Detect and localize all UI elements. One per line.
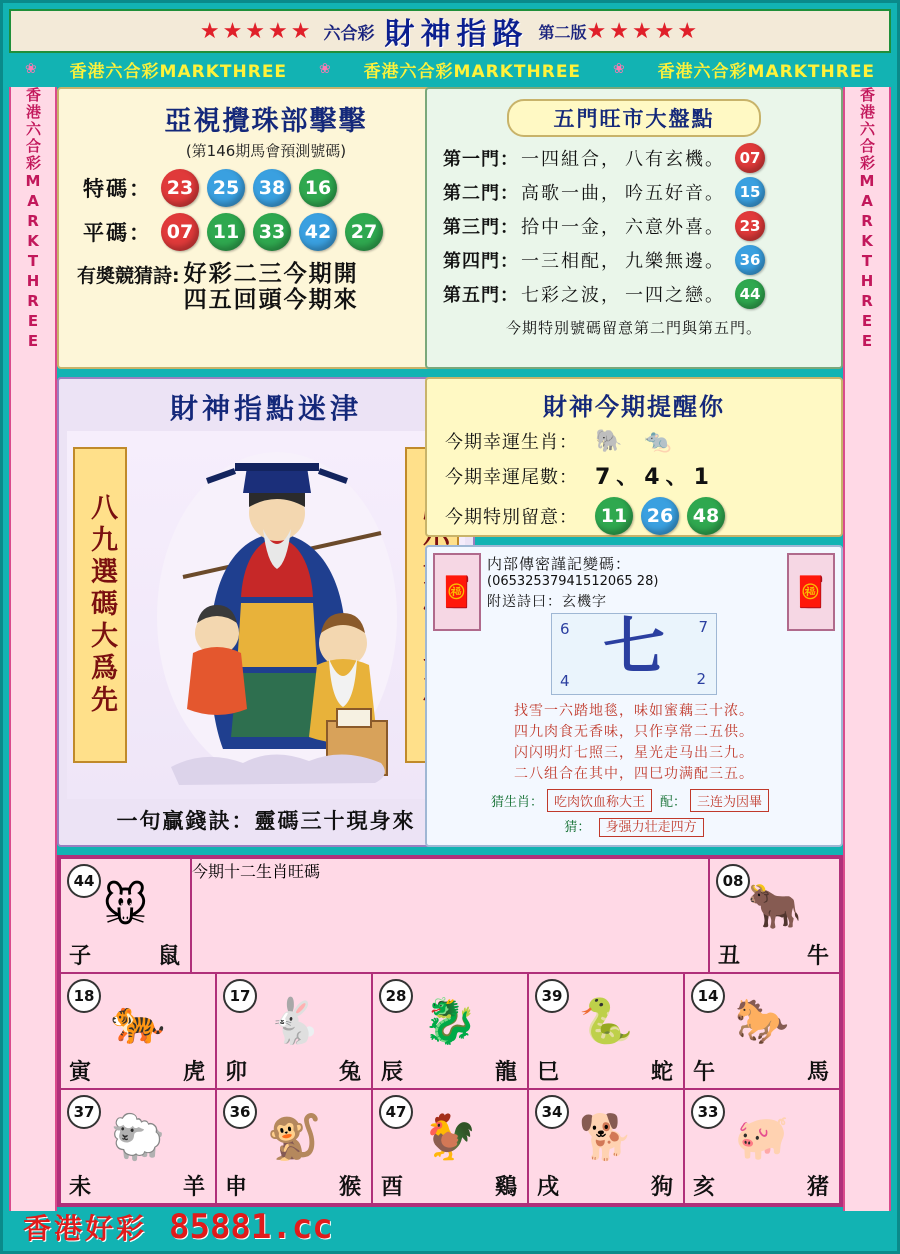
- side-band-right: [843, 87, 891, 1211]
- secret-top-line: [427, 547, 841, 695]
- marquee-item-2: 香港六合彩MARKTHREE: [363, 61, 582, 82]
- poem-line: 四五回頭今期來: [183, 287, 359, 314]
- poem-label: 有奬競猜詩:: [77, 265, 180, 287]
- marquee-item-1: 香港六合彩MARKTHREE: [69, 61, 288, 82]
- prediction-subtitle: (第146期馬會預測號碼): [185, 142, 347, 160]
- tiger-icon: 🐅: [110, 996, 166, 1048]
- footer-brand: 香港好彩: [23, 1212, 148, 1245]
- gate-ball: 07: [735, 143, 765, 173]
- side-band-right-text: 香港六合彩MARKTHREE: [858, 87, 876, 352]
- reminder-row-special: [445, 497, 841, 535]
- zodiac-row-3: [60, 1089, 840, 1204]
- five-gates-footer: 今期特別號碼留意第二門與第五門。: [505, 319, 762, 337]
- gate-text-b: 六意外喜。: [625, 217, 725, 238]
- guess-label-1: 猜生肖：: [490, 795, 543, 810]
- normal-ball: 27: [345, 213, 383, 251]
- five-gates-caption: 五門旺市大盤點: [507, 99, 761, 137]
- stars-left-icon: ★★★★★: [199, 18, 314, 44]
- zodiac-branch: 寅: [69, 1059, 92, 1085]
- pig-icon: 🐖: [734, 1111, 790, 1163]
- zodiac-number: 36: [223, 1095, 257, 1129]
- zodiac-animal: 狗: [650, 1174, 673, 1200]
- zodiac-row-2: [60, 973, 840, 1088]
- zodiac-branch: 卯: [225, 1059, 248, 1085]
- secret-line2: (06532537941512065 28): [487, 574, 659, 589]
- zodiac-number: 33: [691, 1095, 725, 1129]
- secret-poem-line: 四九肉食无香味，只作享常二五供。: [514, 724, 754, 740]
- gate-row: [443, 279, 841, 309]
- ox-icon: 🐂: [747, 881, 802, 932]
- gate-text-b: 九樂無邊。: [625, 251, 725, 272]
- zodiac-animal: 猴: [338, 1174, 361, 1200]
- prize-poem: [77, 261, 473, 314]
- special-ball: 25: [207, 169, 245, 207]
- edition-label: 第二版: [538, 22, 587, 42]
- zodiac-number: 34: [535, 1095, 569, 1129]
- zodiac-cell-dragon[interactable]: [372, 973, 528, 1088]
- dragon-icon: 🐉: [422, 996, 478, 1048]
- secret-poem-line: 找雪一六踏地毯，味如蜜藕三十浓。: [514, 703, 754, 719]
- zodiac-grid: [57, 855, 843, 1207]
- corner-top-left: 6: [560, 620, 570, 638]
- gate-ball: 36: [735, 245, 765, 275]
- zodiac-cell-goat[interactable]: [60, 1089, 216, 1204]
- zodiac-banner-text: 今期十二生肖旺碼: [192, 862, 321, 881]
- zodiac-cell-monkey[interactable]: [216, 1089, 372, 1204]
- flower-icon-3: ❀: [612, 61, 626, 77]
- zodiac-branch: 未: [69, 1174, 92, 1200]
- zodiac-number: 14: [691, 979, 725, 1013]
- secret-line1: 内部傳密謹記變碼：: [487, 555, 632, 573]
- zodiac-number: 18: [67, 979, 101, 1013]
- special-ball: 16: [299, 169, 337, 207]
- zodiac-row-1: [60, 858, 840, 973]
- reminder-row-zodiac: [445, 428, 841, 454]
- zodiac-number: 28: [379, 979, 413, 1013]
- zodiac-animal: 龍: [494, 1059, 517, 1085]
- normal-label: 平碼：: [83, 221, 152, 245]
- guess-row-2: [427, 816, 841, 835]
- snake-icon: 🐍: [578, 996, 634, 1048]
- zodiac-branch: 辰: [381, 1059, 404, 1085]
- corner-bottom-right: 2: [696, 670, 706, 688]
- zodiac-branch: 丑: [718, 944, 741, 970]
- special-label: 特碼：: [83, 177, 152, 201]
- zodiac-animal: 兔: [338, 1059, 361, 1085]
- guess-value-1: 吃肉饮血称大王: [547, 789, 652, 812]
- flower-icon: ❀: [24, 61, 38, 77]
- gate-row: [443, 211, 841, 241]
- side-band-left: [9, 87, 57, 1211]
- zodiac-animal: 馬: [806, 1059, 829, 1085]
- flower-icon-2: ❀: [318, 61, 332, 77]
- reminder-ball: 26: [641, 497, 679, 535]
- horse-icon: 🐎: [734, 996, 790, 1048]
- secret-code-panel: [425, 545, 843, 847]
- zodiac-cell-horse[interactable]: [684, 973, 840, 1088]
- door-god-left-icon: 🧧: [433, 553, 481, 631]
- wealth-god-panel: [57, 377, 475, 847]
- gate-ball: 23: [735, 211, 765, 241]
- gate-label: 第二門：: [443, 183, 519, 204]
- reminder-ball: 11: [595, 497, 633, 535]
- five-gates-panel: [425, 87, 843, 369]
- normal-ball: 33: [253, 213, 291, 251]
- gate-text-a: 拾中一金，: [521, 217, 621, 238]
- side-band-left-text: 香港六合彩MARKTHREE: [24, 87, 42, 352]
- zodiac-cell-dog[interactable]: [528, 1089, 684, 1204]
- monkey-icon: 🐒: [266, 1111, 322, 1163]
- prediction-panel: [57, 87, 475, 369]
- zodiac-banner-cell: [191, 858, 709, 973]
- mystic-char-box: [551, 610, 717, 695]
- poem-line: 好彩二三今期開: [183, 261, 359, 287]
- zodiac-number: 47: [379, 1095, 413, 1129]
- zodiac-number: 37: [67, 1095, 101, 1129]
- header-subtitle: 六合彩: [323, 23, 375, 44]
- guess-label-2: 配：: [660, 795, 687, 810]
- zodiac-cell-rat[interactable]: [60, 858, 191, 973]
- guess-row-1: [427, 789, 841, 812]
- gate-ball: 44: [735, 279, 765, 309]
- zodiac-branch: 申: [225, 1174, 248, 1200]
- zodiac-animal: 猪: [806, 1174, 829, 1200]
- zodiac-banner: [192, 859, 708, 882]
- marquee-bar: [9, 55, 891, 83]
- marquee-item-3: 香港六合彩MARKTHREE: [657, 61, 876, 82]
- gate-text-a: 一三相配，: [521, 251, 621, 272]
- wealth-god-title: 財神指點迷津: [169, 392, 362, 425]
- rat-icon: 🐭: [102, 881, 149, 932]
- zodiac-cell-tiger[interactable]: [60, 973, 216, 1088]
- secret-poem-line: 二八组合在其中，四巳功满配三五。: [514, 766, 754, 782]
- zodiac-animal: 羊: [182, 1174, 205, 1200]
- gate-text-a: 七彩之波，: [521, 285, 621, 306]
- zodiac-branch: 巳: [537, 1059, 560, 1085]
- lucky-tails-value: 7、4、1: [595, 465, 715, 490]
- normal-ball: 42: [299, 213, 337, 251]
- corner-bottom-left: 4: [560, 672, 570, 690]
- gate-text-b: 一四之戀。: [625, 285, 725, 306]
- zodiac-branch: 午: [693, 1059, 716, 1085]
- reminder-panel: [425, 377, 843, 537]
- couplet-left: 八九選碼大爲先: [73, 447, 127, 763]
- zodiac-animal: 鷄: [494, 1174, 517, 1200]
- zodiac-cell-pig[interactable]: [684, 1089, 840, 1204]
- content-area: [57, 87, 843, 1205]
- reminder-title: 財神今期提醒你: [543, 393, 725, 421]
- zodiac-number: 44: [67, 864, 101, 898]
- reminder-label: 今期幸運尾數：: [445, 466, 578, 488]
- gate-label: 第一門：: [443, 149, 519, 170]
- normal-ball: 07: [161, 213, 199, 251]
- lucky-zodiac-icons: [595, 429, 688, 454]
- reminder-row-tails: [445, 460, 841, 491]
- zodiac-branch: 戌: [537, 1174, 560, 1200]
- secret-poem: [427, 701, 841, 785]
- zodiac-number: 17: [223, 979, 257, 1013]
- gate-row: [443, 143, 841, 173]
- page-footer: [9, 1207, 891, 1247]
- mystic-char: 七: [602, 610, 665, 683]
- corner-top-right: 7: [698, 618, 708, 636]
- wealth-god-illustration: [131, 437, 423, 795]
- prediction-title: 亞視攪珠部擊擊: [164, 106, 368, 137]
- guess-value-3: 身强力壮走四方: [599, 818, 704, 837]
- gate-text-b: 八有玄機。: [625, 149, 725, 170]
- footer-site: 85881.cc: [169, 1207, 333, 1247]
- door-god-right-icon: 🧧: [787, 553, 835, 631]
- secret-line3: 附送詩曰：玄機字: [487, 594, 607, 610]
- rabbit-icon: 🐇: [266, 996, 322, 1048]
- zodiac-number: 08: [716, 864, 750, 898]
- gate-text-a: 一四組合，: [521, 149, 621, 170]
- stars-right-icon: ★★★★★: [586, 18, 701, 44]
- gate-label: 第四門：: [443, 251, 519, 272]
- gate-label: 第五門：: [443, 285, 519, 306]
- zodiac-branch: 酉: [381, 1174, 404, 1200]
- guess-label-3: 猜：: [564, 820, 591, 835]
- guess-value-2: 三连为因畢: [690, 789, 769, 812]
- dog-icon: 🐕: [578, 1111, 634, 1163]
- goat-icon: 🐑: [110, 1111, 166, 1163]
- gate-text-a: 高歌一曲，: [521, 183, 621, 204]
- normal-number-row: [83, 213, 473, 251]
- zodiac-animal: 鼠: [157, 944, 180, 970]
- zodiac-cell-ox[interactable]: [709, 858, 840, 973]
- reminder-ball: 48: [687, 497, 725, 535]
- wealth-god-bottom-line: 一句贏錢訣：靈碼三十現身來: [116, 809, 416, 833]
- zodiac-cell-snake[interactable]: [528, 973, 684, 1088]
- special-ball: 23: [161, 169, 199, 207]
- secret-poem-line: 闪闪明灯七照三，星光走马出三九。: [514, 745, 754, 761]
- gate-row: [443, 245, 841, 275]
- zodiac-animal: 蛇: [650, 1059, 673, 1085]
- page-header: [9, 9, 891, 53]
- reminder-label: 今期幸運生肖：: [445, 432, 578, 453]
- zodiac-cell-rabbit[interactable]: [216, 973, 372, 1088]
- rat-icon: 🐀: [644, 428, 672, 454]
- reminder-label: 今期特別留意：: [445, 507, 578, 528]
- rooster-icon: 🐓: [422, 1111, 478, 1163]
- gate-row: [443, 177, 841, 207]
- wealth-god-artwork: [67, 431, 465, 799]
- page-title: 財神指路: [384, 17, 529, 52]
- zodiac-branch: 子: [69, 944, 92, 970]
- gate-text-b: 吟五好音。: [625, 183, 725, 204]
- special-ball: 38: [253, 169, 291, 207]
- zodiac-cell-rooster[interactable]: [372, 1089, 528, 1204]
- normal-ball: 11: [207, 213, 245, 251]
- zodiac-number: 39: [535, 979, 569, 1013]
- gate-ball: 15: [735, 177, 765, 207]
- special-number-row: [83, 169, 473, 207]
- zodiac-branch: 亥: [693, 1174, 716, 1200]
- gate-label: 第三門：: [443, 217, 519, 238]
- zodiac-animal: 虎: [182, 1059, 205, 1085]
- zodiac-animal: 牛: [806, 944, 829, 970]
- elephant-icon: 🐘: [595, 428, 623, 454]
